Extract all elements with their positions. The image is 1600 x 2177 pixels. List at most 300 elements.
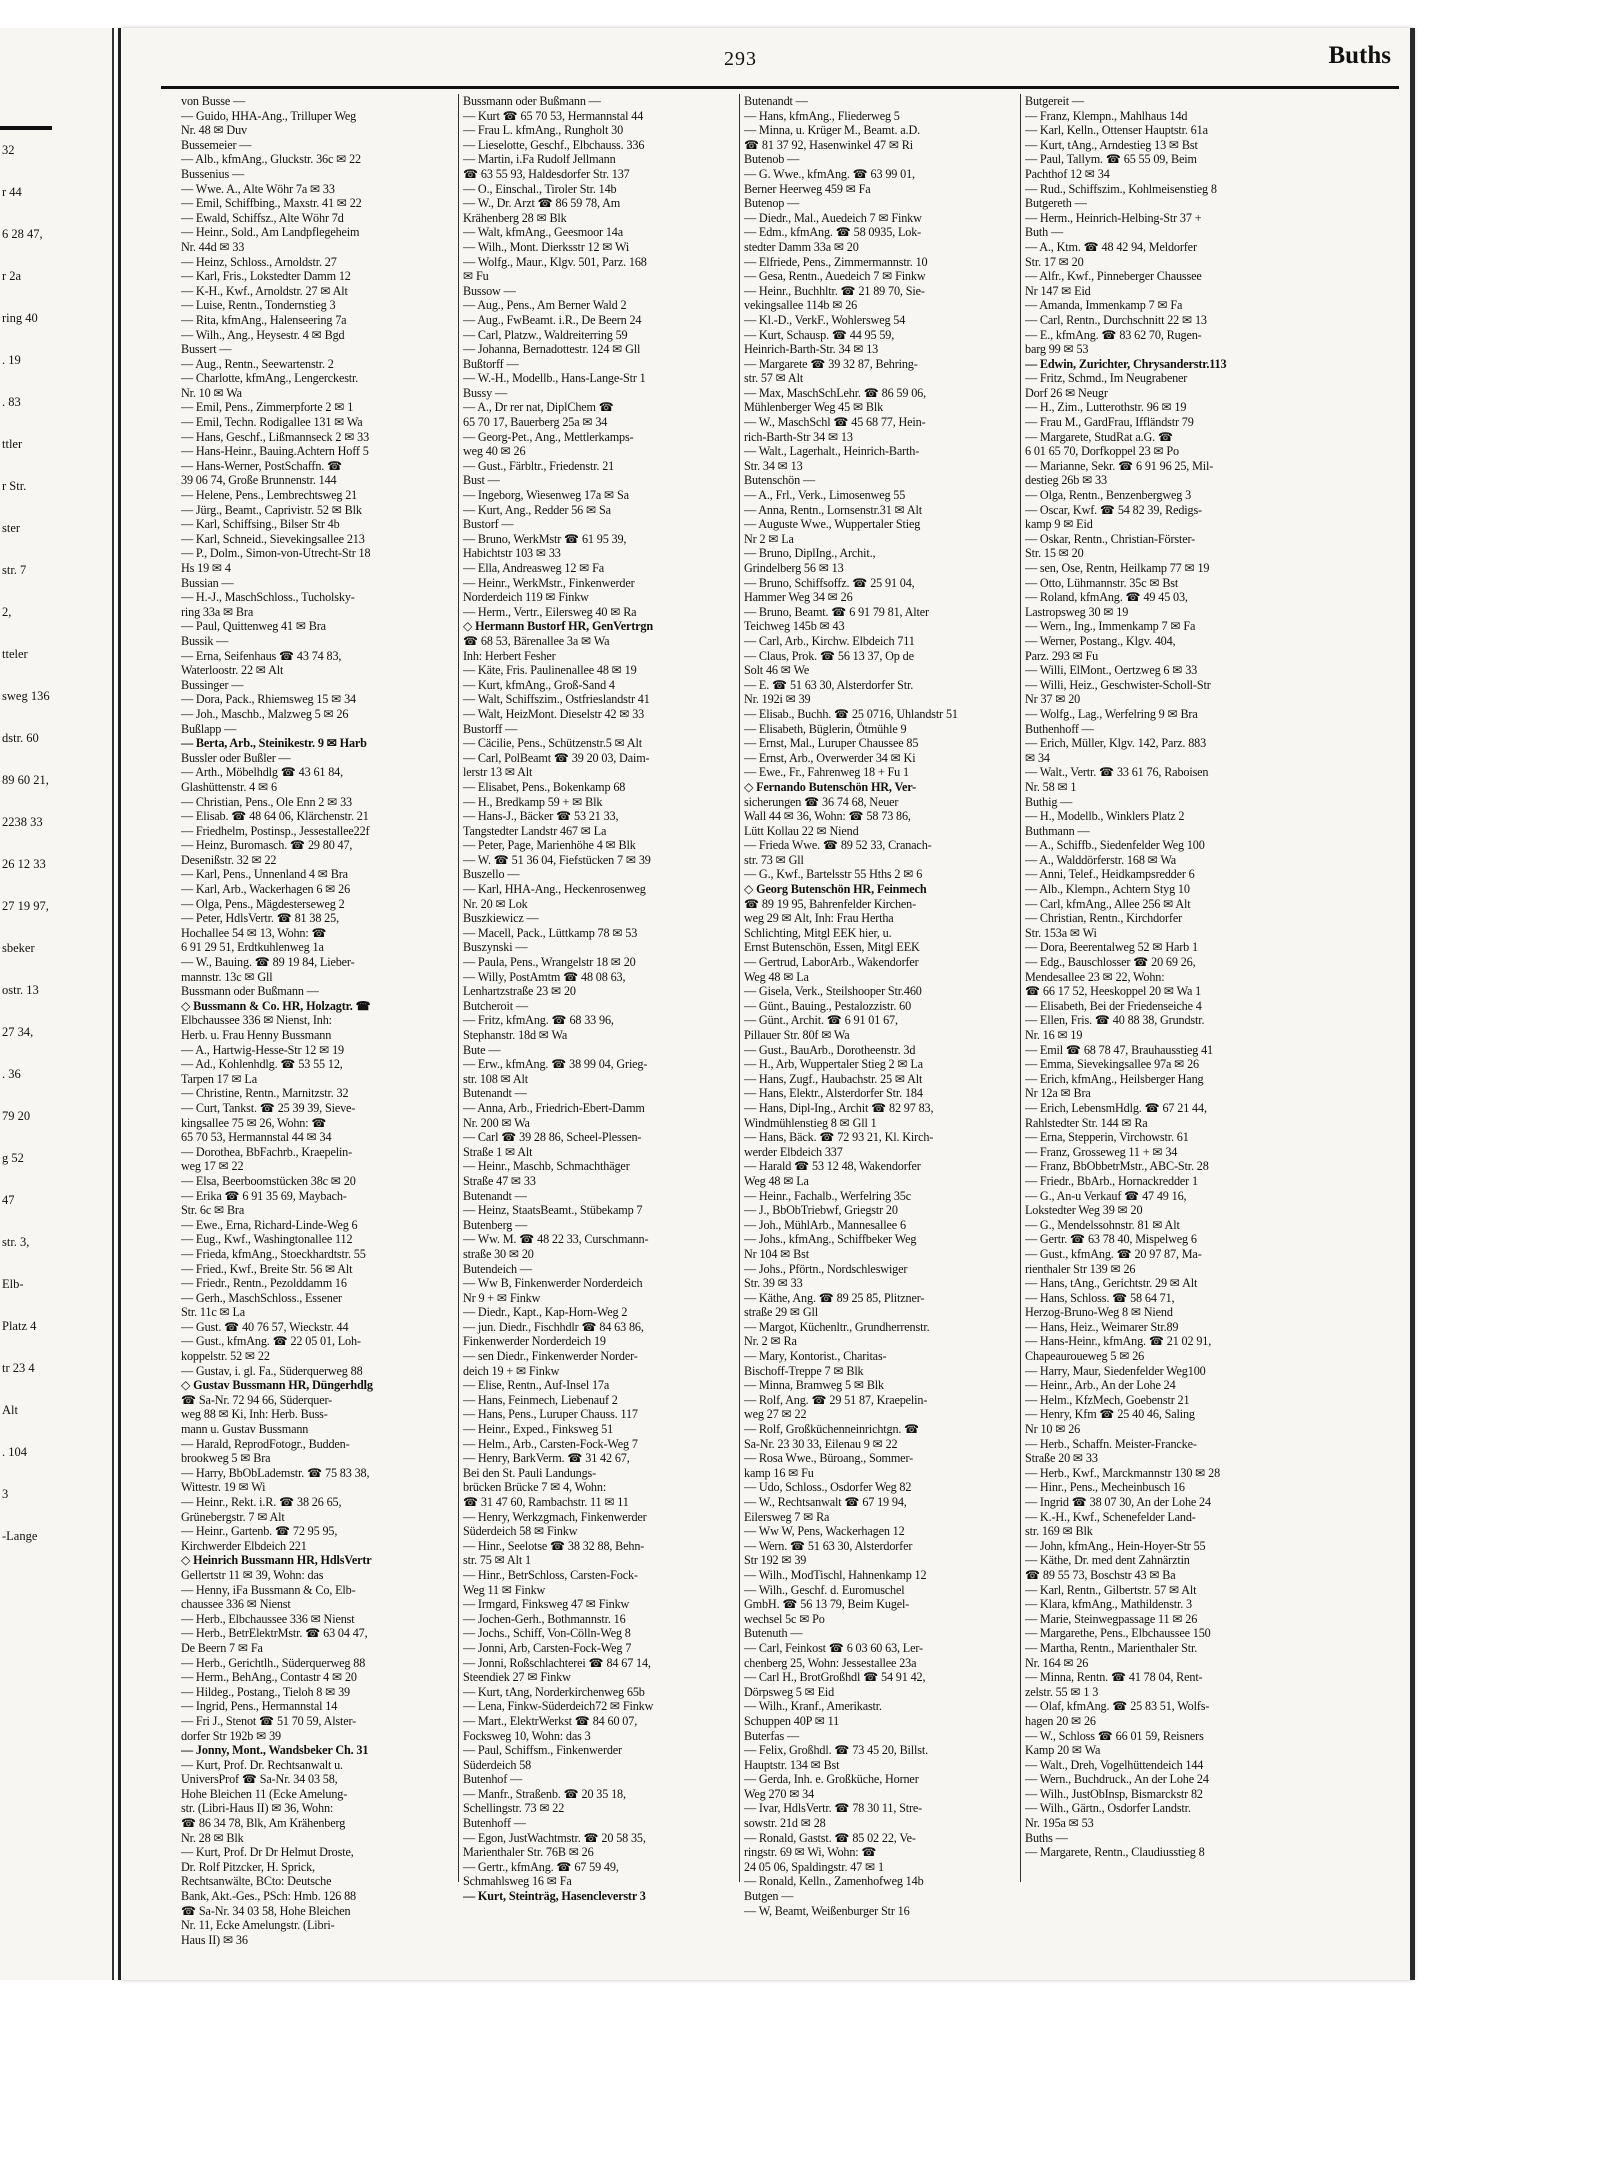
directory-entry-line: — Franz, BbObbetrMstr., ABC-Str. 28 bbox=[1025, 1159, 1209, 1174]
directory-entry-line: — Henry, Werkzgmach, Finkenwerder bbox=[463, 1509, 647, 1524]
directory-entry-line: Tangstedter Landstr 467 ✉ La bbox=[463, 823, 607, 838]
directory-entry-line: — Walt., Dreh, Vogelhüttendeich 144 bbox=[1025, 1757, 1204, 1772]
directory-entry-line: str. (Libri-Haus II) ✉ 36, Wohn: bbox=[181, 1801, 334, 1816]
directory-entry-line: — Jonni, Arb, Carsten-Fock-Weg 7 bbox=[463, 1640, 632, 1655]
directory-entry-line: Rechtsanwälte, BCto: Deutsche bbox=[181, 1874, 332, 1889]
previous-page-fragment: g 52 bbox=[2, 1151, 24, 1165]
surname-heading: Bute — bbox=[463, 1042, 501, 1057]
column-3 bbox=[744, 94, 1016, 1918]
directory-entry-line: Hochallee 54 ✉ 13, Wohn: ☎ bbox=[181, 925, 327, 940]
directory-entry-line: — Kurt, Steinträg, Hasencleverstr 3 bbox=[463, 1889, 646, 1904]
directory-entry-line: — H.-J., MaschSchloss., Tucholsky- bbox=[181, 590, 355, 605]
directory-entry-line: — Johs., kfmAng., Schiffbeker Weg bbox=[744, 1232, 917, 1247]
directory-entry-line: — Elisabet, Pens., Bokenkamp 68 bbox=[463, 779, 626, 794]
directory-entry-line: — Otto, Lühmannstr. 35c ✉ Bst bbox=[1025, 575, 1179, 590]
directory-entry-line: ◇ Georg Butenschön HR, Feinmech bbox=[744, 882, 927, 897]
directory-entry-line: stedter Damm 33a ✉ 20 bbox=[744, 239, 859, 254]
directory-entry-line: Nr 147 ✉ Eid bbox=[1025, 283, 1091, 298]
directory-entry-line: — Frau M., GardFrau, Iffländstr 79 bbox=[1025, 415, 1194, 430]
directory-entry-line: — Margarethe, Pens., Elbchaussee 150 bbox=[1025, 1626, 1211, 1641]
previous-page-fragment: r 2a bbox=[2, 269, 22, 283]
directory-entry-line: 6 01 65 70, Dorfkoppel 23 ✉ Po bbox=[1025, 444, 1179, 459]
directory-entry-line: 39 06 74, Große Brunnenstr. 144 bbox=[181, 473, 337, 488]
directory-entry-line: — Heinr., Exped., Finksweg 51 bbox=[463, 1422, 614, 1437]
surname-heading: Buth — bbox=[1025, 225, 1064, 240]
surname-heading: von Busse — bbox=[181, 94, 246, 108]
directory-entry-line: — Roland, kfmAng. ☎ 49 45 03, bbox=[1025, 590, 1188, 605]
previous-page-fragment: . 36 bbox=[2, 1067, 21, 1081]
surname-heading: Bussmann oder Bußmann — bbox=[181, 984, 319, 999]
directory-entry-line: — H., Arb, Wuppertaler Stieg 2 ✉ La bbox=[744, 1057, 923, 1072]
directory-entry-line: — Hans-J., Bäcker ☎ 53 21 33, bbox=[463, 809, 619, 824]
directory-entry-line: — Arth., Möbelhdlg ☎ 43 61 84, bbox=[181, 765, 344, 780]
directory-entry-line: dorfer Str 192b ✉ 39 bbox=[181, 1728, 281, 1743]
directory-entry-line: — Berta, Arb., Steinikestr. 9 ✉ Harb bbox=[181, 736, 367, 751]
directory-entry-line: — Elisab. ☎ 48 64 06, Klärchenstr. 21 bbox=[181, 809, 369, 824]
directory-entry-line: — Ella, Andreasweg 12 ✉ Fa bbox=[463, 561, 605, 575]
directory-entry-line: — Mart., ElektrWerkst ☎ 84 60 07, bbox=[463, 1713, 638, 1728]
directory-entry-line: — Heinr., Buchhltr. ☎ 21 89 70, Sie- bbox=[744, 283, 925, 298]
directory-entry-line: — Felix, Großhdl. ☎ 73 45 20, Billst. bbox=[744, 1743, 928, 1758]
directory-entry-line: — Ronald, Kelln., Zamenhofweg 14b bbox=[744, 1874, 924, 1889]
directory-entry-line: De Beern 7 ✉ Fa bbox=[181, 1640, 263, 1655]
directory-entry-line: str. 73 ✉ Gll bbox=[744, 852, 804, 867]
directory-entry-line: — Wern., Buchdruck., An der Lohe 24 bbox=[1025, 1772, 1209, 1787]
directory-entry-line: — Hans-Werner, PostSchaffn. ☎ bbox=[181, 458, 343, 473]
directory-entry-line: Norderdeich 119 ✉ Finkw bbox=[463, 590, 589, 605]
previous-page-fragment: 32 bbox=[2, 143, 15, 157]
directory-entry-line: — W., Bauing. ☎ 89 19 84, Lieber- bbox=[181, 955, 355, 970]
directory-entry-line: Straße 1 ✉ Alt bbox=[463, 1144, 533, 1159]
surname-heading: Bußtorff — bbox=[463, 356, 519, 371]
directory-entry-line: — Hans, Heiz., Weimarer Str.89 bbox=[1025, 1319, 1179, 1334]
directory-entry-line: — A., Frl., Verk., Limosenweg 55 bbox=[744, 488, 906, 503]
directory-entry-line: — Wern. ☎ 51 63 30, Alsterdorfer bbox=[744, 1538, 913, 1553]
surname-heading: Bussik — bbox=[181, 633, 229, 648]
directory-entry-line: — Ww W, Pens, Wackerhagen 12 bbox=[744, 1524, 905, 1539]
directory-entry-line: sicherungen ☎ 36 74 68, Neuer bbox=[744, 794, 899, 809]
directory-entry-line: — Ww. M. ☎ 48 22 33, Curschmann- bbox=[463, 1232, 649, 1247]
directory-entry-line: ◇ Heinrich Bussmann HR, HdlsVertr bbox=[181, 1553, 372, 1568]
directory-entry-line: — Heinr., Rekt. i.R. ☎ 38 26 65, bbox=[181, 1495, 342, 1509]
previous-page-fragment: Alt bbox=[2, 1403, 18, 1417]
directory-entry-line: — Werner, Postang., Klgv. 404, bbox=[1025, 633, 1176, 648]
directory-entry-line: Schmahlsweg 16 ✉ Fa bbox=[463, 1874, 572, 1889]
directory-entry-line: — Gust., kfmAng. ☎ 20 97 87, Ma- bbox=[1025, 1246, 1202, 1261]
directory-entry-line: — Ad., Kohlenhdlg. ☎ 53 55 12, bbox=[181, 1057, 343, 1072]
directory-entry-line: — O., Einschal., Tiroler Str. 14b bbox=[463, 181, 617, 196]
directory-entry-line: — Dora, Beerentalweg 52 ✉ Harb 1 bbox=[1025, 940, 1198, 955]
directory-entry-line: Nr. 195a ✉ 53 bbox=[1025, 1816, 1094, 1831]
directory-entry-line: — Hans, Elektr., Alsterdorfer Str. 184 bbox=[744, 1086, 923, 1101]
directory-entry-line: — Hans, kfmAng., Fliederweg 5 bbox=[744, 108, 900, 123]
directory-entry-line: — Ingrid ☎ 38 07 30, An der Lohe 24 bbox=[1025, 1495, 1211, 1509]
directory-entry-line: Dorf 26 ✉ Neugr bbox=[1025, 385, 1108, 400]
directory-entry-line: — Käthe, Dr. med dent Zahnärztin bbox=[1025, 1553, 1190, 1568]
directory-entry-line: — Gustav, i. gl. Fa., Süderquerweg 88 bbox=[181, 1363, 363, 1378]
directory-entry-line: Nr. 28 ✉ Blk bbox=[181, 1830, 244, 1845]
directory-entry-line: — Rita, kfmAng., Halenseering 7a bbox=[181, 312, 347, 327]
directory-entry-line: — A., Schiffb., Siedenfelder Weg 100 bbox=[1025, 838, 1205, 853]
directory-entry-line: — Christian, Pens., Ole Enn 2 ✉ 33 bbox=[181, 794, 352, 809]
running-head: Buths bbox=[1328, 42, 1391, 69]
directory-entry-line: — Henny, iFa Bussmann & Co, Elb- bbox=[181, 1582, 356, 1597]
previous-page-fragment: . 104 bbox=[2, 1445, 27, 1459]
previous-page-fragment: str. 7 bbox=[2, 563, 27, 577]
directory-entry-line: — Margarete, Rentn., Claudiusstieg 8 bbox=[1025, 1845, 1205, 1860]
directory-entry-line: Schuppen 40P ✉ 11 bbox=[744, 1713, 840, 1728]
surname-heading: Bussler oder Bußler — bbox=[181, 750, 291, 765]
directory-entry-line: — Eug., Kwf., Washingtonallee 112 bbox=[181, 1232, 353, 1247]
directory-entry-line: — Carl, Feinkost ☎ 6 03 60 63, Ler- bbox=[744, 1640, 923, 1655]
directory-entry-line: Weg 270 ✉ 34 bbox=[744, 1786, 815, 1801]
directory-entry-line: — sen Diedr., Finkenwerder Norder- bbox=[463, 1349, 638, 1364]
directory-entry-line: — Herb., Gerichtlh., Süderquerweg 88 bbox=[181, 1655, 366, 1670]
surname-heading: Bustorff — bbox=[463, 721, 518, 736]
directory-entry-line: — Wilh., ModTischl, Hahnenkamp 12 bbox=[744, 1567, 927, 1582]
directory-entry-line: — Ellen, Fris. ☎ 40 88 38, Grundstr. bbox=[1025, 1013, 1205, 1028]
directory-entry-line: Schlichting, Mitgl EEK hier, u. bbox=[744, 925, 892, 940]
directory-entry-line: — Heinr., WerkMstr., Finkenwerder bbox=[463, 575, 635, 590]
surname-heading: Bussinger — bbox=[181, 677, 244, 692]
directory-entry-line: — Anna, Arb., Friedrich-Ebert-Damm bbox=[463, 1100, 645, 1115]
directory-entry-line: — Frieda Wwe. ☎ 89 52 33, Cranach- bbox=[744, 838, 932, 853]
directory-entry-line: — Wern., Ing., Immenkamp 7 ✉ Fa bbox=[1025, 619, 1196, 634]
previous-page-fragment: dstr. 60 bbox=[2, 731, 39, 745]
directory-entry-line: — Willi, ElMont., Oertzweg 6 ✉ 33 bbox=[1025, 663, 1198, 678]
directory-entry-line: Str. 15 ✉ 20 bbox=[1025, 546, 1084, 561]
previous-page-fragment: 3 bbox=[2, 1487, 9, 1501]
directory-entry-line: — Edg., Bauschlosser ☎ 20 69 26, bbox=[1025, 955, 1196, 970]
directory-entry-line: ☎ 86 34 78, Blk, Am Krähenberg bbox=[181, 1816, 346, 1831]
directory-entry-line: str. 108 ✉ Alt bbox=[463, 1071, 528, 1086]
directory-entry-line: — G. Wwe., kfmAng. ☎ 63 99 01, bbox=[744, 166, 915, 181]
directory-entry-line: — Kurt, kfmAng., Groß-Sand 4 bbox=[463, 677, 615, 692]
surname-heading: Bussmann oder Bußmann — bbox=[463, 94, 601, 108]
directory-entry-line: Str. 153a ✉ Wi bbox=[1025, 925, 1097, 940]
directory-entry-line: — Amanda, Immenkamp 7 ✉ Fa bbox=[1025, 298, 1183, 313]
surname-heading: Bussemeier — bbox=[181, 137, 252, 152]
directory-entry-line: Bank, Akt.-Ges., PSch: Hmb. 126 88 bbox=[181, 1889, 357, 1904]
directory-entry-line: — Herb., BetrElektrMstr. ☎ 63 04 47, bbox=[181, 1626, 368, 1641]
directory-entry-line: Lastropsweg 30 ✉ 19 bbox=[1025, 604, 1129, 619]
directory-entry-line: — Klara, kfmAng., Mathildenstr. 3 bbox=[1025, 1597, 1193, 1612]
directory-entry-line: — Helene, Pens., Lembrechtsweg 21 bbox=[181, 488, 358, 503]
previous-page-fragment: 89 60 21, bbox=[2, 773, 49, 787]
directory-entry-line: — G., Mendelssohnstr. 81 ✉ Alt bbox=[1025, 1217, 1180, 1232]
directory-entry-line: mann u. Gustav Bussmann bbox=[181, 1422, 309, 1437]
surname-heading: Bust — bbox=[463, 473, 500, 488]
directory-entry-line: — Walt, Schiffszim., Ostfrieslandstr 41 bbox=[463, 692, 650, 707]
previous-page-fragment: 79 20 bbox=[2, 1109, 31, 1123]
directory-entry-line: lerstr 13 ✉ Alt bbox=[463, 765, 533, 780]
directory-entry-line: — Guido, HHA-Ang., Trilluper Weg bbox=[181, 108, 357, 123]
directory-entry-line: koppelstr. 52 ✉ 22 bbox=[181, 1349, 270, 1364]
directory-entry-line: — Henry, Kfm ☎ 25 40 46, Saling bbox=[1025, 1407, 1195, 1422]
surname-heading: Butenberg — bbox=[463, 1217, 528, 1232]
directory-entry-line: ◇ Hermann Bustorf HR, GenVertrgn bbox=[463, 619, 653, 634]
directory-entry-line: Finkenwerder Norderdeich 19 bbox=[463, 1334, 606, 1349]
directory-entry-line: — Max, MaschSchLehr. ☎ 86 59 06, bbox=[744, 385, 926, 400]
previous-page-fragment: 27 19 97, bbox=[2, 899, 49, 913]
directory-entry-line: — Ewe., Fr., Fahrenweg 18 + Fu 1 bbox=[744, 765, 909, 780]
directory-entry-line: — Lieselotte, Geschf., Elbchauss. 336 bbox=[463, 137, 645, 152]
column-divider bbox=[1020, 94, 1021, 1882]
directory-entry-line: — Walt., Vertr. ☎ 33 61 76, Raboisen bbox=[1025, 765, 1209, 780]
directory-entry-line: Nr. 10 ✉ Wa bbox=[181, 385, 242, 400]
surname-heading: Butenhof — bbox=[463, 1772, 523, 1787]
directory-entry-line: — Margot, Küchenltr., Grundherrenstr. bbox=[744, 1319, 930, 1334]
directory-entry-line: ☎ 89 19 95, Bahrenfelder Kirchen- bbox=[744, 896, 916, 911]
directory-entry-line: Hs 19 ✉ 4 bbox=[181, 561, 231, 575]
surname-heading: Butendeich — bbox=[463, 1261, 532, 1276]
directory-entry-line: — Martha, Rentn., Marienthaler Str. bbox=[1025, 1640, 1198, 1655]
directory-entry-line: — Erika ☎ 6 91 35 69, Maybach- bbox=[181, 1188, 347, 1203]
directory-entry-line: — Erich, Müller, Klgv. 142, Parz. 883 bbox=[1025, 736, 1207, 751]
directory-entry-line: Nr 104 ✉ Bst bbox=[744, 1246, 809, 1261]
directory-entry-line: Berner Heerweg 459 ✉ Fa bbox=[744, 181, 871, 196]
directory-entry-line: — Emil, Pens., Zimmerpforte 2 ✉ 1 bbox=[181, 400, 354, 415]
surname-heading: Bustorf — bbox=[463, 517, 514, 532]
directory-entry-line: — Jochs., Schiff, Von-Cölln-Weg 8 bbox=[463, 1626, 631, 1641]
directory-entry-line: — Oscar, Kwf. ☎ 54 82 39, Redigs- bbox=[1025, 502, 1202, 517]
directory-entry-line: Chapeauroueweg 5 ✉ 26 bbox=[1025, 1349, 1145, 1364]
directory-entry-line: brookweg 5 ✉ Bra bbox=[181, 1451, 271, 1466]
directory-entry-line: Schellingstr. 73 ✉ 22 bbox=[463, 1801, 565, 1816]
page-edge bbox=[1410, 28, 1415, 1980]
directory-entry-line: — Margarete ☎ 39 32 87, Behring- bbox=[744, 356, 918, 371]
directory-entry-line: — Ww B, Finkenwerder Norderdeich bbox=[463, 1276, 643, 1291]
directory-entry-line: — Joh., Maschb., Malzweg 5 ✉ 26 bbox=[181, 706, 349, 721]
directory-entry-line: — Margarete, StudRat a.G. ☎ bbox=[1025, 429, 1173, 444]
directory-entry-line: — Diedr., Mal., Auedeich 7 ✉ Finkw bbox=[744, 210, 922, 225]
directory-entry-line: Wittestr. 19 ✉ Wi bbox=[181, 1480, 266, 1495]
directory-entry-line: — Harry, BbObLademstr. ☎ 75 83 38, bbox=[181, 1465, 370, 1480]
directory-entry-line: — Wwe. A., Alte Wöhr 7a ✉ 33 bbox=[181, 181, 335, 196]
directory-entry-line: — Wilh., JustObInsp, Bismarckstr 82 bbox=[1025, 1786, 1203, 1801]
directory-entry-line: 65 70 53, Hermannstal 44 ✉ 34 bbox=[181, 1130, 332, 1145]
previous-page-fragment: Platz 4 bbox=[2, 1319, 37, 1333]
directory-entry-line: Str. 11c ✉ La bbox=[181, 1305, 245, 1320]
previous-page-fragment: sbeker bbox=[2, 941, 35, 955]
directory-entry-line: — Dorothea, BbFachrb., Kraepelin- bbox=[181, 1144, 353, 1159]
directory-entry-line: — Heinr., Gartenb. ☎ 72 95 95, bbox=[181, 1524, 338, 1539]
directory-entry-line: — H., Modellb., Winklers Platz 2 bbox=[1025, 809, 1185, 824]
directory-entry-line: str. 57 ✉ Alt bbox=[744, 371, 804, 386]
directory-entry-line: kamp 9 ✉ Eid bbox=[1025, 517, 1093, 532]
directory-entry-line: — Jochen-Gerh., Bothmannstr. 16 bbox=[463, 1611, 626, 1626]
directory-entry-line: Stephanstr. 18d ✉ Wa bbox=[463, 1028, 568, 1042]
directory-entry-line: — Harald, ReprodFotogr., Budden- bbox=[181, 1436, 350, 1451]
previous-page-fragment: r 44 bbox=[2, 185, 22, 199]
surname-heading: Butenschön — bbox=[744, 473, 815, 488]
directory-entry-line: Waterloostr. 22 ✉ Alt bbox=[181, 663, 284, 678]
directory-entry-line: — Bruno, DiplIng., Archit., bbox=[744, 546, 876, 561]
directory-entry-line: — sen, Ose, Rentn, Heilkamp 77 ✉ 19 bbox=[1025, 561, 1210, 575]
directory-entry-line: — Marie, Steinwegpassage 11 ✉ 26 bbox=[1025, 1611, 1198, 1626]
directory-entry-line: — Kl.-D., VerkF., Wohlersweg 54 bbox=[744, 312, 906, 327]
directory-entry-line: — Macell, Pack., Lüttkamp 78 ✉ 53 bbox=[463, 925, 638, 940]
directory-entry-line: — Aug., Pens., Am Berner Wald 2 bbox=[463, 298, 627, 313]
column-4 bbox=[1025, 94, 1297, 1860]
directory-entry-line: ◇ Gustav Bussmann HR, Düngerhdlg bbox=[181, 1378, 373, 1393]
directory-entry-line: — Wilh., Ang., Heysestr. 4 ✉ Bgd bbox=[181, 327, 345, 342]
previous-page-edge bbox=[0, 28, 114, 1980]
directory-entry-line: — Carl, kfmAng., Allee 256 ✉ Alt bbox=[1025, 896, 1191, 911]
directory-entry-line: — Heinr., Sold., Am Landpflegeheim bbox=[181, 225, 360, 240]
directory-entry-line: — Peter, HdlsVertr. ☎ 81 38 25, bbox=[181, 911, 339, 926]
directory-entry-line: Wall 44 ✉ 36, Wohn: ☎ 58 73 86, bbox=[744, 809, 911, 824]
directory-entry-line: — Bruno, Schiffsoffz. ☎ 25 91 04, bbox=[744, 575, 915, 590]
directory-entry-line: Haus II) ✉ 36 bbox=[181, 1932, 248, 1947]
directory-entry-line: — Dora, Pack., Rhiemsweg 15 ✉ 34 bbox=[181, 692, 356, 707]
directory-entry-line: — Elfriede, Pens., Zimmermannstr. 10 bbox=[744, 254, 928, 269]
previous-page-rule bbox=[0, 126, 52, 130]
previous-page-fragment: 27 34, bbox=[2, 1025, 34, 1039]
directory-entry-line: — Peter, Page, Marienhöhe 4 ✉ Blk bbox=[463, 838, 636, 853]
directory-entry-line: — Harald ☎ 53 12 48, Wakendorfer bbox=[744, 1159, 921, 1174]
directory-page bbox=[118, 28, 1412, 1980]
directory-entry-line: weg 88 ✉ Ki, Inh: Herb. Buss- bbox=[181, 1407, 328, 1422]
directory-entry-line: — Gertrud, LaborArb., Wakendorfer bbox=[744, 955, 919, 970]
directory-entry-line: Süderdeich 58 ✉ Finkw bbox=[463, 1524, 578, 1539]
directory-entry-line: Grindelberg 56 ✉ 13 bbox=[744, 561, 844, 575]
directory-entry-line: — Anni, Telef., Heidkampsredder 6 bbox=[1025, 867, 1195, 882]
directory-entry-line: Str. 34 ✉ 13 bbox=[744, 458, 803, 473]
directory-entry-line: — Erw., kfmAng. ☎ 38 99 04, Grieg- bbox=[463, 1057, 648, 1072]
directory-entry-line: — Emil ☎ 68 78 47, Brauhausstieg 41 bbox=[1025, 1042, 1213, 1057]
directory-entry-line: — Rolf, Großküchenneinrichtgn. ☎ bbox=[744, 1422, 920, 1437]
directory-entry-line: — W., Rechtsanwalt ☎ 67 19 94, bbox=[744, 1495, 907, 1509]
directory-entry-line: wechsel 5c ✉ Po bbox=[744, 1611, 825, 1626]
directory-entry-line: — Auguste Wwe., Wuppertaler Stieg bbox=[744, 517, 921, 532]
directory-entry-line: — Kurt, tAng, Norderkirchenweg 65b bbox=[463, 1684, 645, 1699]
directory-entry-line: — Herm., Heinrich-Helbing-Str 37 + bbox=[1025, 210, 1202, 225]
surname-heading: Butenuth — bbox=[744, 1626, 803, 1641]
previous-page-fragment: . 83 bbox=[2, 395, 21, 409]
directory-entry-line: Süderdeich 58 bbox=[463, 1757, 532, 1772]
directory-entry-line: — Fri J., Stenot ☎ 51 70 59, Alster- bbox=[181, 1713, 357, 1728]
directory-entry-line: — Herm., BehAng., Contastr 4 ✉ 20 bbox=[181, 1670, 357, 1685]
directory-entry-line: — Paul, Schiffsm., Finkenwerder bbox=[463, 1743, 622, 1758]
directory-entry-line: — Hinr., Seelotse ☎ 38 32 88, Behn- bbox=[463, 1538, 645, 1553]
directory-entry-line: — Gust., kfmAng. ☎ 22 05 01, Loh- bbox=[181, 1334, 361, 1349]
directory-entry-line: kamp 16 ✉ Fu bbox=[744, 1465, 814, 1480]
directory-entry-line: weg 17 ✉ 22 bbox=[181, 1159, 244, 1174]
surname-heading: Butenandt — bbox=[463, 1086, 527, 1101]
directory-entry-line: — Manfr., Straßenb. ☎ 20 35 18, bbox=[463, 1786, 626, 1801]
surname-heading: Bussian — bbox=[181, 575, 234, 590]
directory-entry-line: — A., Walddörferstr. 168 ✉ Wa bbox=[1025, 852, 1177, 867]
directory-entry-line: — Carl, Rentn., Durchschnitt 22 ✉ 13 bbox=[1025, 312, 1207, 327]
directory-entry-line: Lenhartzstraße 23 ✉ 20 bbox=[463, 984, 576, 999]
directory-entry-line: Heinrich-Barth-Str. 34 ✉ 13 bbox=[744, 342, 879, 357]
directory-entry-line: Focksweg 10, Wohn: das 3 bbox=[463, 1728, 591, 1743]
directory-entry-line: — Günt., Archit. ☎ 6 91 01 67, bbox=[744, 1013, 898, 1028]
directory-entry-line: Tarpen 17 ✉ La bbox=[181, 1071, 257, 1086]
surname-heading: Butcheroit — bbox=[463, 998, 528, 1013]
directory-entry-line: Lokstedter Weg 39 ✉ 20 bbox=[1025, 1203, 1143, 1218]
column-divider bbox=[739, 94, 740, 1882]
directory-entry-line: — Friedr., Rentn., Pezolddamm 16 bbox=[181, 1276, 347, 1291]
directory-entry-line: — Jonny, Mont., Wandsbeker Ch. 31 bbox=[181, 1743, 369, 1758]
directory-entry-line: — Franz, Klempn., Mahlhaus 14d bbox=[1025, 108, 1188, 123]
directory-entry-line: — Wilh., Kranf., Amerikastr. bbox=[744, 1699, 882, 1714]
directory-entry-line: — Wolfg., Lag., Werfelring 9 ✉ Bra bbox=[1025, 706, 1198, 721]
directory-entry-line: ☎ Sa-Nr. 72 94 66, Süderquer- bbox=[181, 1392, 333, 1407]
surname-heading: Buths — bbox=[1025, 1830, 1068, 1845]
page-number: 293 bbox=[724, 48, 757, 70]
directory-entry-line: — Alb., kfmAng., Gluckstr. 36c ✉ 22 bbox=[181, 152, 361, 167]
directory-entry-line: — Christian, Rentn., Kirchdorfer bbox=[1025, 911, 1182, 926]
directory-entry-line: Pachthof 12 ✉ 34 bbox=[1025, 166, 1110, 181]
directory-entry-line: — Minna, Bramweg 5 ✉ Blk bbox=[744, 1378, 884, 1393]
directory-entry-line: — W.-H., Modellb., Hans-Lange-Str 1 bbox=[463, 371, 646, 386]
directory-entry-line: — A., Dr rer nat, DiplChem ☎ bbox=[463, 400, 614, 415]
directory-entry-line: — Erich, LebensmHdlg. ☎ 67 21 44, bbox=[1025, 1100, 1207, 1115]
directory-entry-line: — Diedr., Kapt., Kap-Horn-Weg 2 bbox=[463, 1305, 628, 1320]
directory-entry-line: — Rosa Wwe., Büroang., Sommer- bbox=[744, 1451, 914, 1466]
directory-entry-line: — Fritz, Schmd., Im Neugrabener bbox=[1025, 371, 1188, 386]
directory-entry-line: — Ewe., Erna, Richard-Linde-Weg 6 bbox=[181, 1217, 358, 1232]
directory-entry-line: Kirchwerder Elbdeich 221 bbox=[181, 1538, 307, 1553]
directory-entry-line: ☎ 66 17 52, Heeskoppel 20 ✉ Wa 1 bbox=[1025, 984, 1202, 999]
directory-entry-line: — Kurt, tAng., Arndestieg 13 ✉ Bst bbox=[1025, 137, 1198, 152]
directory-entry-line: — Karl, Schneid., Sievekingsallee 213 bbox=[181, 531, 365, 546]
directory-entry-line: — Wilh., Gärtn., Osdorfer Landstr. bbox=[1025, 1801, 1191, 1816]
directory-entry-line: — Wilh., Geschf. d. Euromuschel bbox=[744, 1582, 905, 1597]
previous-page-fragment: Elb- bbox=[2, 1277, 24, 1291]
directory-entry-line: — Frau L. kfmAng., Rungholt 30 bbox=[463, 123, 624, 138]
surname-heading: Butenandt — bbox=[744, 94, 808, 108]
directory-entry-line: — Hildeg., Postang., Tieloh 8 ✉ 39 bbox=[181, 1684, 350, 1699]
directory-entry-line: — Olga, Pens., Mägdesterseweg 2 bbox=[181, 896, 345, 911]
directory-entry-line: — Kurt, Schausp. ☎ 44 95 59, bbox=[744, 327, 895, 342]
directory-entry-line: Nr. 164 ✉ 26 bbox=[1025, 1655, 1089, 1670]
directory-entry-line: — Walt, HeizMont. Dieselstr 42 ✉ 33 bbox=[463, 706, 645, 721]
directory-entry-line: — Gertr. ☎ 63 78 40, Mispelweg 6 bbox=[1025, 1232, 1197, 1247]
directory-entry-line: destieg 26b ✉ 33 bbox=[1025, 473, 1107, 488]
directory-entry-line: — Kurt ☎ 65 70 53, Hermannstal 44 bbox=[463, 108, 644, 123]
previous-page-fragment: . 19 bbox=[2, 353, 21, 367]
directory-entry-line: — W., MaschSchl ☎ 45 68 77, Hein- bbox=[744, 415, 926, 430]
previous-page-fragment: tteler bbox=[2, 647, 28, 661]
directory-entry-line: — Hans, Pens., Luruper Chauss. 117 bbox=[463, 1407, 638, 1422]
directory-entry-line: rienthaler Str 139 ✉ 26 bbox=[1025, 1261, 1136, 1276]
directory-entry-line: Nr. 48 ✉ Duv bbox=[181, 123, 247, 138]
directory-entry-line: straße 30 ✉ 20 bbox=[463, 1246, 534, 1261]
directory-entry-line: — Günt., Bauing., Pestalozzistr. 60 bbox=[744, 998, 912, 1013]
directory-entry-line: — Irmgard, Finksweg 47 ✉ Finkw bbox=[463, 1597, 630, 1612]
directory-entry-line: weg 27 ✉ 22 bbox=[744, 1407, 807, 1422]
directory-entry-line: — Emil, Techn. Rodigallee 131 ✉ Wa bbox=[181, 415, 363, 430]
directory-entry-line: chaussee 336 ✉ Nienst bbox=[181, 1597, 291, 1612]
directory-entry-line: Desenißstr. 32 ✉ 22 bbox=[181, 852, 277, 867]
directory-entry-line: — Frieda, kfmAng., Stoeckhardtstr. 55 bbox=[181, 1246, 366, 1261]
directory-entry-line: Gellertstr 11 ✉ 39, Wohn: das bbox=[181, 1567, 324, 1582]
directory-entry-line: — Ivar, HdlsVertr. ☎ 78 30 11, Stre- bbox=[744, 1801, 923, 1816]
directory-entry-line: — Ernst, Arb., Overwerder 34 ✉ Ki bbox=[744, 750, 916, 765]
surname-heading: Buthenhoff — bbox=[1025, 721, 1094, 736]
directory-entry-line: — Erna, Seifenhaus ☎ 43 74 83, bbox=[181, 648, 342, 663]
directory-entry-line: — Gust. ☎ 40 76 57, Wieckstr. 44 bbox=[181, 1319, 349, 1334]
directory-entry-line: — Paul, Tallym. ☎ 65 55 09, Beim bbox=[1025, 152, 1197, 167]
directory-entry-line: Bischoff-Treppe 7 ✉ Blk bbox=[744, 1363, 864, 1378]
directory-entry-line: ringstr. 69 ✉ Wi, Wohn: ☎ bbox=[744, 1845, 877, 1860]
surname-heading: Butgen — bbox=[744, 1889, 794, 1904]
directory-entry-line: — Gust., BauArb., Dorotheenstr. 3d bbox=[744, 1042, 916, 1057]
directory-entry-line: — Alfr., Kwf., Pinneberger Chaussee bbox=[1025, 269, 1202, 284]
